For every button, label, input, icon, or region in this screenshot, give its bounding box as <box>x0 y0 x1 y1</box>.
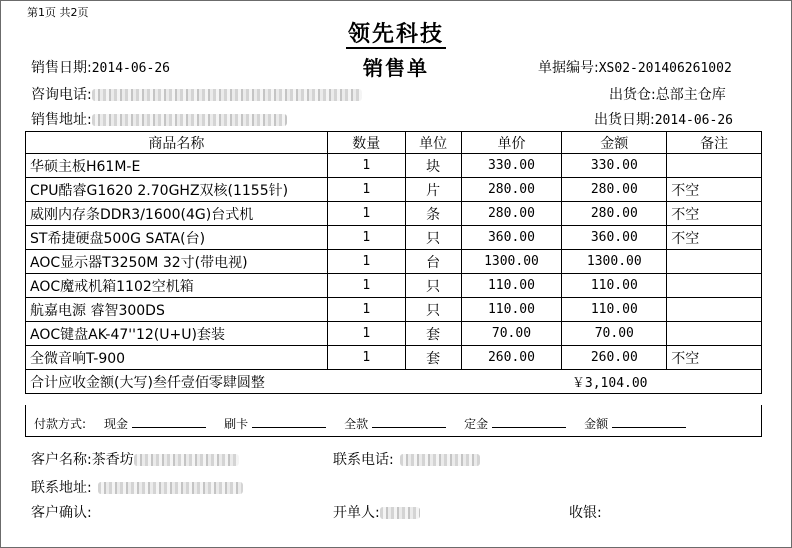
cell-name: 华硕主板H61M-E <box>26 154 328 178</box>
cell-remark <box>667 322 762 346</box>
cell-name: AOC显示器T3250M 32寸(带电视) <box>26 250 328 274</box>
issuer-redacted <box>380 507 420 519</box>
cell-amount: 110.00 <box>562 274 667 298</box>
customer-name <box>31 449 239 469</box>
cell-remark: 不空 <box>667 178 762 202</box>
table-row <box>26 226 762 250</box>
phone-label: 咨询电话: <box>31 87 92 103</box>
cell-price: 330.00 <box>461 154 562 178</box>
cell-amount: 70.00 <box>562 322 667 346</box>
cell-name: ST希捷硬盘500G SATA(台) <box>26 226 328 250</box>
payment-method-amount: 金额 <box>584 417 609 431</box>
cell-remark: 不空 <box>667 226 762 250</box>
cell-qty: 1 <box>327 298 405 322</box>
sale-date-value: 2014-06-26 <box>91 61 170 76</box>
cell-unit: 只 <box>405 226 461 250</box>
cell-unit: 只 <box>405 298 461 322</box>
phone-redacted <box>92 89 362 101</box>
doc-number-value: XS02-201406261002 <box>598 61 732 76</box>
blank-line <box>492 416 566 428</box>
cell-name: 航嘉电源 睿智300DS <box>26 298 328 322</box>
cell-remark: 不空 <box>667 346 762 370</box>
cell-name: AOC键盘AK-47''12(U+U)套装 <box>26 322 328 346</box>
sale-date-label: 销售日期: <box>31 60 92 76</box>
table-row <box>26 250 762 274</box>
table-row <box>26 346 762 370</box>
cell-amount: 280.00 <box>562 178 667 202</box>
cell-unit: 块 <box>405 154 461 178</box>
cell-qty: 1 <box>327 250 405 274</box>
cell-unit: 套 <box>405 346 461 370</box>
table-row <box>26 322 762 346</box>
payment-method-cash: 现金 <box>104 417 129 431</box>
cell-remark <box>667 274 762 298</box>
cell-remark <box>667 154 762 178</box>
blank-line <box>252 416 326 428</box>
cell-qty: 1 <box>327 202 405 226</box>
table-row <box>26 202 762 226</box>
total-row <box>26 370 762 394</box>
sale-address <box>31 109 287 129</box>
cell-price: 260.00 <box>461 346 562 370</box>
issuer <box>333 502 420 522</box>
col-header-remark: 备注 <box>667 132 762 154</box>
payment-method-full: 全款 <box>344 417 369 431</box>
cell-qty: 1 <box>327 226 405 250</box>
cashier-label: 收银: <box>569 505 602 521</box>
doc-number <box>538 57 732 77</box>
page-info: 第1页 共2页 <box>27 6 89 19</box>
cell-qty: 1 <box>327 178 405 202</box>
address-redacted <box>92 114 287 126</box>
cell-price: 360.00 <box>461 226 562 250</box>
cell-price: 1300.00 <box>461 250 562 274</box>
cell-unit: 片 <box>405 178 461 202</box>
payment-method-deposit: 定金 <box>464 417 489 431</box>
company-name <box>0 17 792 48</box>
doc-number-label: 单据编号: <box>538 60 599 76</box>
payment-method-card: 刷卡 <box>224 417 249 431</box>
cell-name: 全微音响T-900 <box>26 346 328 370</box>
cell-price: 110.00 <box>461 298 562 322</box>
warehouse-value: 总部主仓库 <box>655 87 726 103</box>
blank-line <box>132 416 206 428</box>
sale-address-label: 销售地址: <box>31 112 92 128</box>
contact-phone <box>333 449 480 469</box>
phone <box>31 84 362 104</box>
table-row <box>26 298 762 322</box>
customer-name-redacted <box>134 454 239 466</box>
cell-name: 威刚内存条DDR3/1600(4G)台式机 <box>26 202 328 226</box>
col-header-unit: 单位 <box>405 132 461 154</box>
ship-date-value: 2014-06-26 <box>654 113 733 128</box>
customer-confirm-label: 客户确认: <box>31 505 92 521</box>
cell-qty: 1 <box>327 154 405 178</box>
cell-qty: 1 <box>327 322 405 346</box>
cell-price: 110.00 <box>461 274 562 298</box>
contact-address-label: 联系地址: <box>31 480 92 496</box>
issuer-label: 开单人: <box>333 505 380 521</box>
cell-price: 280.00 <box>461 202 562 226</box>
cell-unit: 只 <box>405 274 461 298</box>
customer-name-label: 客户名称: <box>31 452 92 468</box>
col-header-name: 商品名称 <box>26 132 328 154</box>
items-table <box>25 131 762 394</box>
payment-row <box>34 415 704 432</box>
contact-phone-label: 联系电话: <box>333 452 394 468</box>
cell-name: AOC魔戒机箱1102空机箱 <box>26 274 328 298</box>
cell-price: 280.00 <box>461 178 562 202</box>
warehouse <box>609 84 726 104</box>
customer-name-value: 茶香坊 <box>91 452 134 468</box>
ship-date-label: 出货日期: <box>594 112 655 128</box>
cell-qty: 1 <box>327 346 405 370</box>
table-row <box>26 178 762 202</box>
col-header-price: 单价 <box>461 132 562 154</box>
cell-price: 70.00 <box>461 322 562 346</box>
cell-qty: 1 <box>327 274 405 298</box>
sale-date <box>31 57 170 77</box>
cell-amount: 330.00 <box>562 154 667 178</box>
table-row <box>26 154 762 178</box>
blank-line <box>612 416 686 428</box>
table-row <box>26 274 762 298</box>
warehouse-label: 出货仓: <box>609 87 656 103</box>
cell-unit: 套 <box>405 322 461 346</box>
col-header-amount: 金额 <box>562 132 667 154</box>
cell-amount: 260.00 <box>562 346 667 370</box>
contact-address <box>31 477 243 497</box>
ship-date <box>594 109 733 129</box>
cell-unit: 条 <box>405 202 461 226</box>
company-name-text: 领先科技 <box>347 22 444 47</box>
col-header-qty: 数量 <box>327 132 405 154</box>
table-header-row <box>26 132 762 154</box>
cell-name: CPU酷睿G1620 2.70GHZ双核(1155针) <box>26 178 328 202</box>
contact-phone-redacted <box>400 454 480 466</box>
document-title: 销售单 <box>363 56 429 80</box>
contact-address-redacted <box>98 482 243 494</box>
blank-line <box>372 416 446 428</box>
payment-label: 付款方式: <box>34 417 87 431</box>
cell-remark <box>667 298 762 322</box>
cell-unit: 台 <box>405 250 461 274</box>
cell-amount: 360.00 <box>562 226 667 250</box>
cell-amount: 1300.00 <box>562 250 667 274</box>
cell-remark <box>667 250 762 274</box>
customer-confirm <box>31 502 92 522</box>
cell-remark: 不空 <box>667 202 762 226</box>
payment-section <box>25 405 762 437</box>
total-label: 合计应收金额(大写)叁仟壹佰零肆圆整 <box>26 370 562 394</box>
cashier <box>569 502 602 522</box>
cell-amount: 110.00 <box>562 298 667 322</box>
cell-amount: 280.00 <box>562 202 667 226</box>
total-value: ￥3,104.00 <box>562 370 762 394</box>
